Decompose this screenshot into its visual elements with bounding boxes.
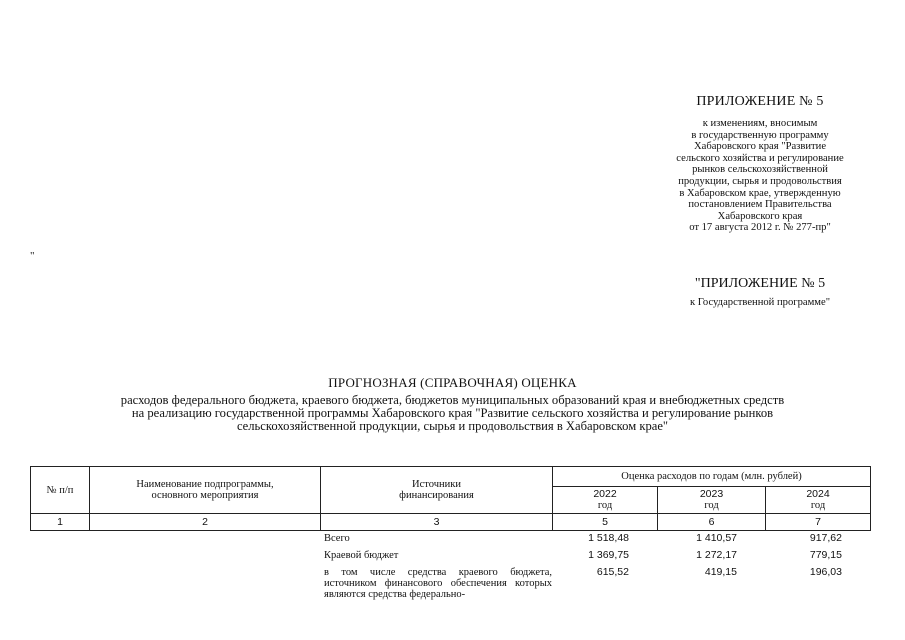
column-number: 6	[658, 514, 766, 531]
year-label: 2022	[593, 488, 617, 500]
row-value-2024: 917,62	[809, 532, 842, 544]
document-subtitle	[30, 394, 875, 433]
column-number: 1	[31, 514, 90, 531]
header-year-2023	[658, 487, 766, 514]
appendix-note-line: к изменениям, вносимым	[702, 118, 818, 129]
column-number: 3	[321, 514, 553, 531]
header-year-2022	[553, 487, 658, 514]
row-source: Всего	[324, 533, 350, 544]
year-label: 2024	[806, 488, 830, 500]
program-appendix-note: к Государственной программе"	[689, 297, 831, 308]
table-row	[30, 567, 870, 600]
appendix-note-line: сельского хозяйства и регулирование	[676, 152, 844, 164]
document-subtitle-line: расходов федерального бюджета, краевого бюджета, бюджетов муниципальных образований края и внебюджетных средств	[120, 393, 785, 407]
header-sources: Источники финансирования	[321, 467, 553, 514]
estimate-table-body	[30, 533, 870, 600]
column-number: 5	[553, 514, 658, 531]
header-num: № п/п	[31, 467, 90, 514]
row-value-2022: 1 369,75	[588, 549, 629, 561]
appendix-note-line: Хабаровского края	[717, 210, 803, 222]
row-source: в том числе средства краевого бюджета, источником финансового обеспечения которых являются средства федерально-	[324, 567, 552, 600]
program-appendix-title: "ПРИЛОЖЕНИЕ № 5	[694, 276, 826, 291]
row-value-2022: 1 518,48	[588, 532, 629, 544]
row-value-2024: 779,15	[809, 549, 842, 561]
document-subtitle-line: на реализацию государственной программы Хабаровского края "Развитие сельского хозяйства и регулирование рынков	[131, 406, 774, 420]
appendix-note-line: продукции, сырья и продовольствия	[678, 175, 842, 187]
header-year-2024	[766, 487, 871, 514]
appendix-title: ПРИЛОЖЕНИЕ № 5	[696, 94, 824, 109]
row-source: Краевой бюджет	[324, 550, 399, 561]
document-subtitle-line: сельскохозяйственной продукции, сырья и продовольствия в Хабаровском крае"	[236, 419, 669, 433]
header-estimate: Оценка расходов по годам (млн. рублей)	[553, 467, 871, 487]
year-unit: год	[704, 500, 719, 511]
year-unit: год	[597, 500, 613, 511]
appendix-note-line: в государственную программу	[691, 129, 829, 141]
row-value-2024: 196,03	[809, 566, 842, 578]
estimate-table-header	[30, 466, 871, 531]
year-label: 2023	[699, 488, 724, 500]
appendix-note-line: от 17 августа 2012 г. № 277-пр"	[689, 222, 831, 234]
quote-mark: "	[30, 250, 35, 262]
document-title: ПРОГНОЗНАЯ (СПРАВОЧНАЯ) ОЦЕНКА	[328, 375, 577, 390]
row-value-2023: 1 272,17	[696, 549, 737, 561]
row-value-2022: 615,52	[596, 566, 629, 578]
appendix-note-line: Хабаровского края "Развитие	[693, 141, 827, 153]
appendix-note-line: рынков сельскохозяйственной	[692, 164, 828, 176]
year-unit: год	[810, 500, 826, 511]
row-value-2023: 419,15	[704, 566, 737, 578]
appendix-note	[640, 118, 880, 234]
table-row	[30, 533, 870, 550]
header-name: Наименование подпрограммы, основного мероприятия	[90, 467, 321, 514]
table-row	[30, 550, 870, 567]
row-value-2023: 1 410,57	[696, 532, 737, 544]
appendix-note-line: постановлением Правительства	[688, 199, 832, 211]
column-number: 2	[90, 514, 321, 531]
column-number: 7	[766, 514, 871, 531]
appendix-note-line: в Хабаровском крае, утвержденную	[679, 187, 841, 199]
